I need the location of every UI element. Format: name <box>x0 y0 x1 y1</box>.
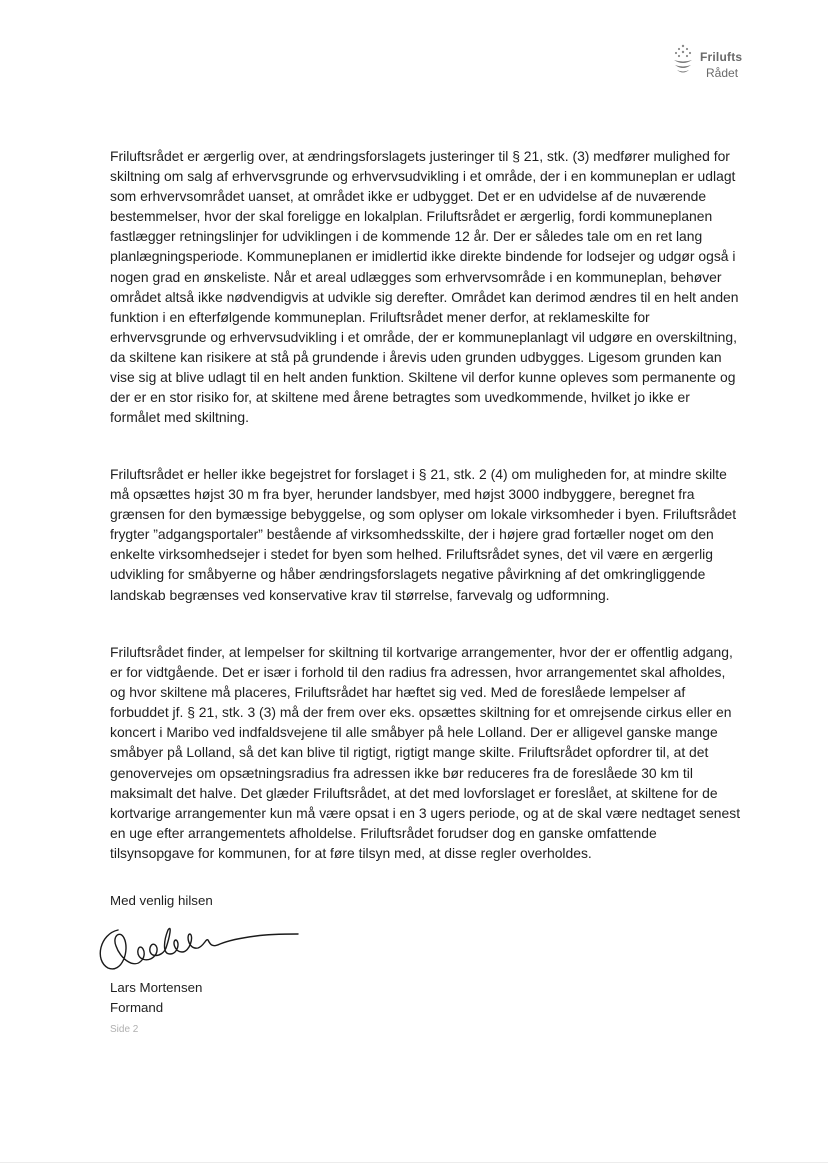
page-bottom-edge <box>0 1162 828 1163</box>
pine-cone-icon <box>668 42 698 82</box>
handwritten-signature <box>90 912 310 982</box>
paragraph-3: Friluftsrådet finder, at lempelser for skiltning til kortvarige arrangementer, hvor der er offentlig adgang, er for vidtgående. Det er især i forhold til den radius fra adressen, hvor arrangementet skal afholdes, og hvor skiltene må placeres, Friluftsrådet har hæftet sig ved. Med de foreslåede lempelser af forbuddet jf. § 21, stk. 3 (3) må der frem over eks. opsættes skiltning for et omrejsende cirkus eller en koncert i Maribo ved indfaldsvejene til alle småbyer på hele Lolland. Der er alligevel ganske mange småbyer på Lolland, så det kan blive til rigtigt, rigtigt mange skilte. Friluftsrådet opfordrer til, at det genovervejes om opsætningsradius fra adressen ikke bør reduceres fra de foreslåede 30 km til maksimalt det halve. Det glæder Friluftsrådet, at det med lovforslaget er foreslået, at skiltene for de kortvarige arrangementer kun må være opsat i en 3 ugers periode, og at de skal være nedtaget senest en uge efter arrangementets afholdelse. Friluftsrådet forudser dog en ganske omfattende tilsynsopgave for kommunen, for at føre tilsyn med, at disse regler overholdes. <box>110 644 741 861</box>
paragraph-1: Friluftsrådet er ærgerlig over, at ændringsforslagets justeringer til § 21, stk. (3) medfører mulighed for skiltning om salg af erhvervsgrunde og erhvervsudvikling i et område, der i en kommuneplan er udlagt som erhvervsområdet uanset, at området ikke er udbygget. Det er en udvidelse af de nuværende bestemmelser, hvor der skal foreligge en lokalplan. Friluftsrådet er ærgerlig, fordi kommuneplanen fastlægger retningslinjer for udviklingen i de kommende 12 år. Der er således tale om en ret lang planlægningsperiode. Kommuneplanen er imidlertid ikke direkte bindende for lodsejer og udgør også i nogen grad en ønskeliste. Når et areal udlægges som erhvervsområde i en kommuneplan, behøver området altså ikke nødvendigvis at udvikle sig derefter. Området kan derimod ændres til en helt anden funktion i en efterfølgende kommuneplan. Friluftsrådet mener derfor, at reklameskilte for erhvervsgrunde og erhvervsudvikling i et område, der er kommuneplanlagt vil udgøre en overskiltning, da skiltene kan risikere at stå på grundende i årevis uden grunden udbygges. Ligesom grunden kan vise sig at blive udlagt til en helt anden funktion. Skiltene vil derfor kunne opleves som permanente og der er en stor risiko for, at skiltene med årene betragtes som uvedkommende, hvilket jo ikke er formålet med skiltning. <box>110 148 739 426</box>
signatory-name: Lars Mortensen <box>110 980 203 995</box>
logo-word-frilufts: Frilufts <box>700 50 743 64</box>
page-number: Side 2 <box>110 1024 139 1035</box>
paragraph-2: Friluftsrådet er heller ikke begejstret for forslaget i § 21, stk. 2 (4) om muligheden for, at mindre skilte må opsættes højst 30 m fra byer, herunder landsbyer, med højst 3000 indbyggere, beregnet fra grænsen for den bymæssige bebyggelse, og som oplyser om lokale virksomheder i byen. Friluftsrådet frygter ”adgangsportaler” bestående af virksomhedsskilte, der i højere grad fortæller noget om den enkelte virksomhedsejer i stedet for byen som helhed. Friluftsrådet synes, det vil være en ærgerlig udvikling for småbyerne og håber ændringsforslagets negative påvirkning af det omkringliggende landskab begrænses ved konservative krav til størrelse, farvevalg og udformning. <box>110 466 737 603</box>
friluftsraadet-logo <box>668 38 768 88</box>
closing-greeting: Med venlig hilsen <box>110 893 213 908</box>
signatory-block <box>110 978 202 1018</box>
logo-word-raadet: Rådet <box>706 66 739 80</box>
signatory-title: Formand <box>110 1000 164 1015</box>
